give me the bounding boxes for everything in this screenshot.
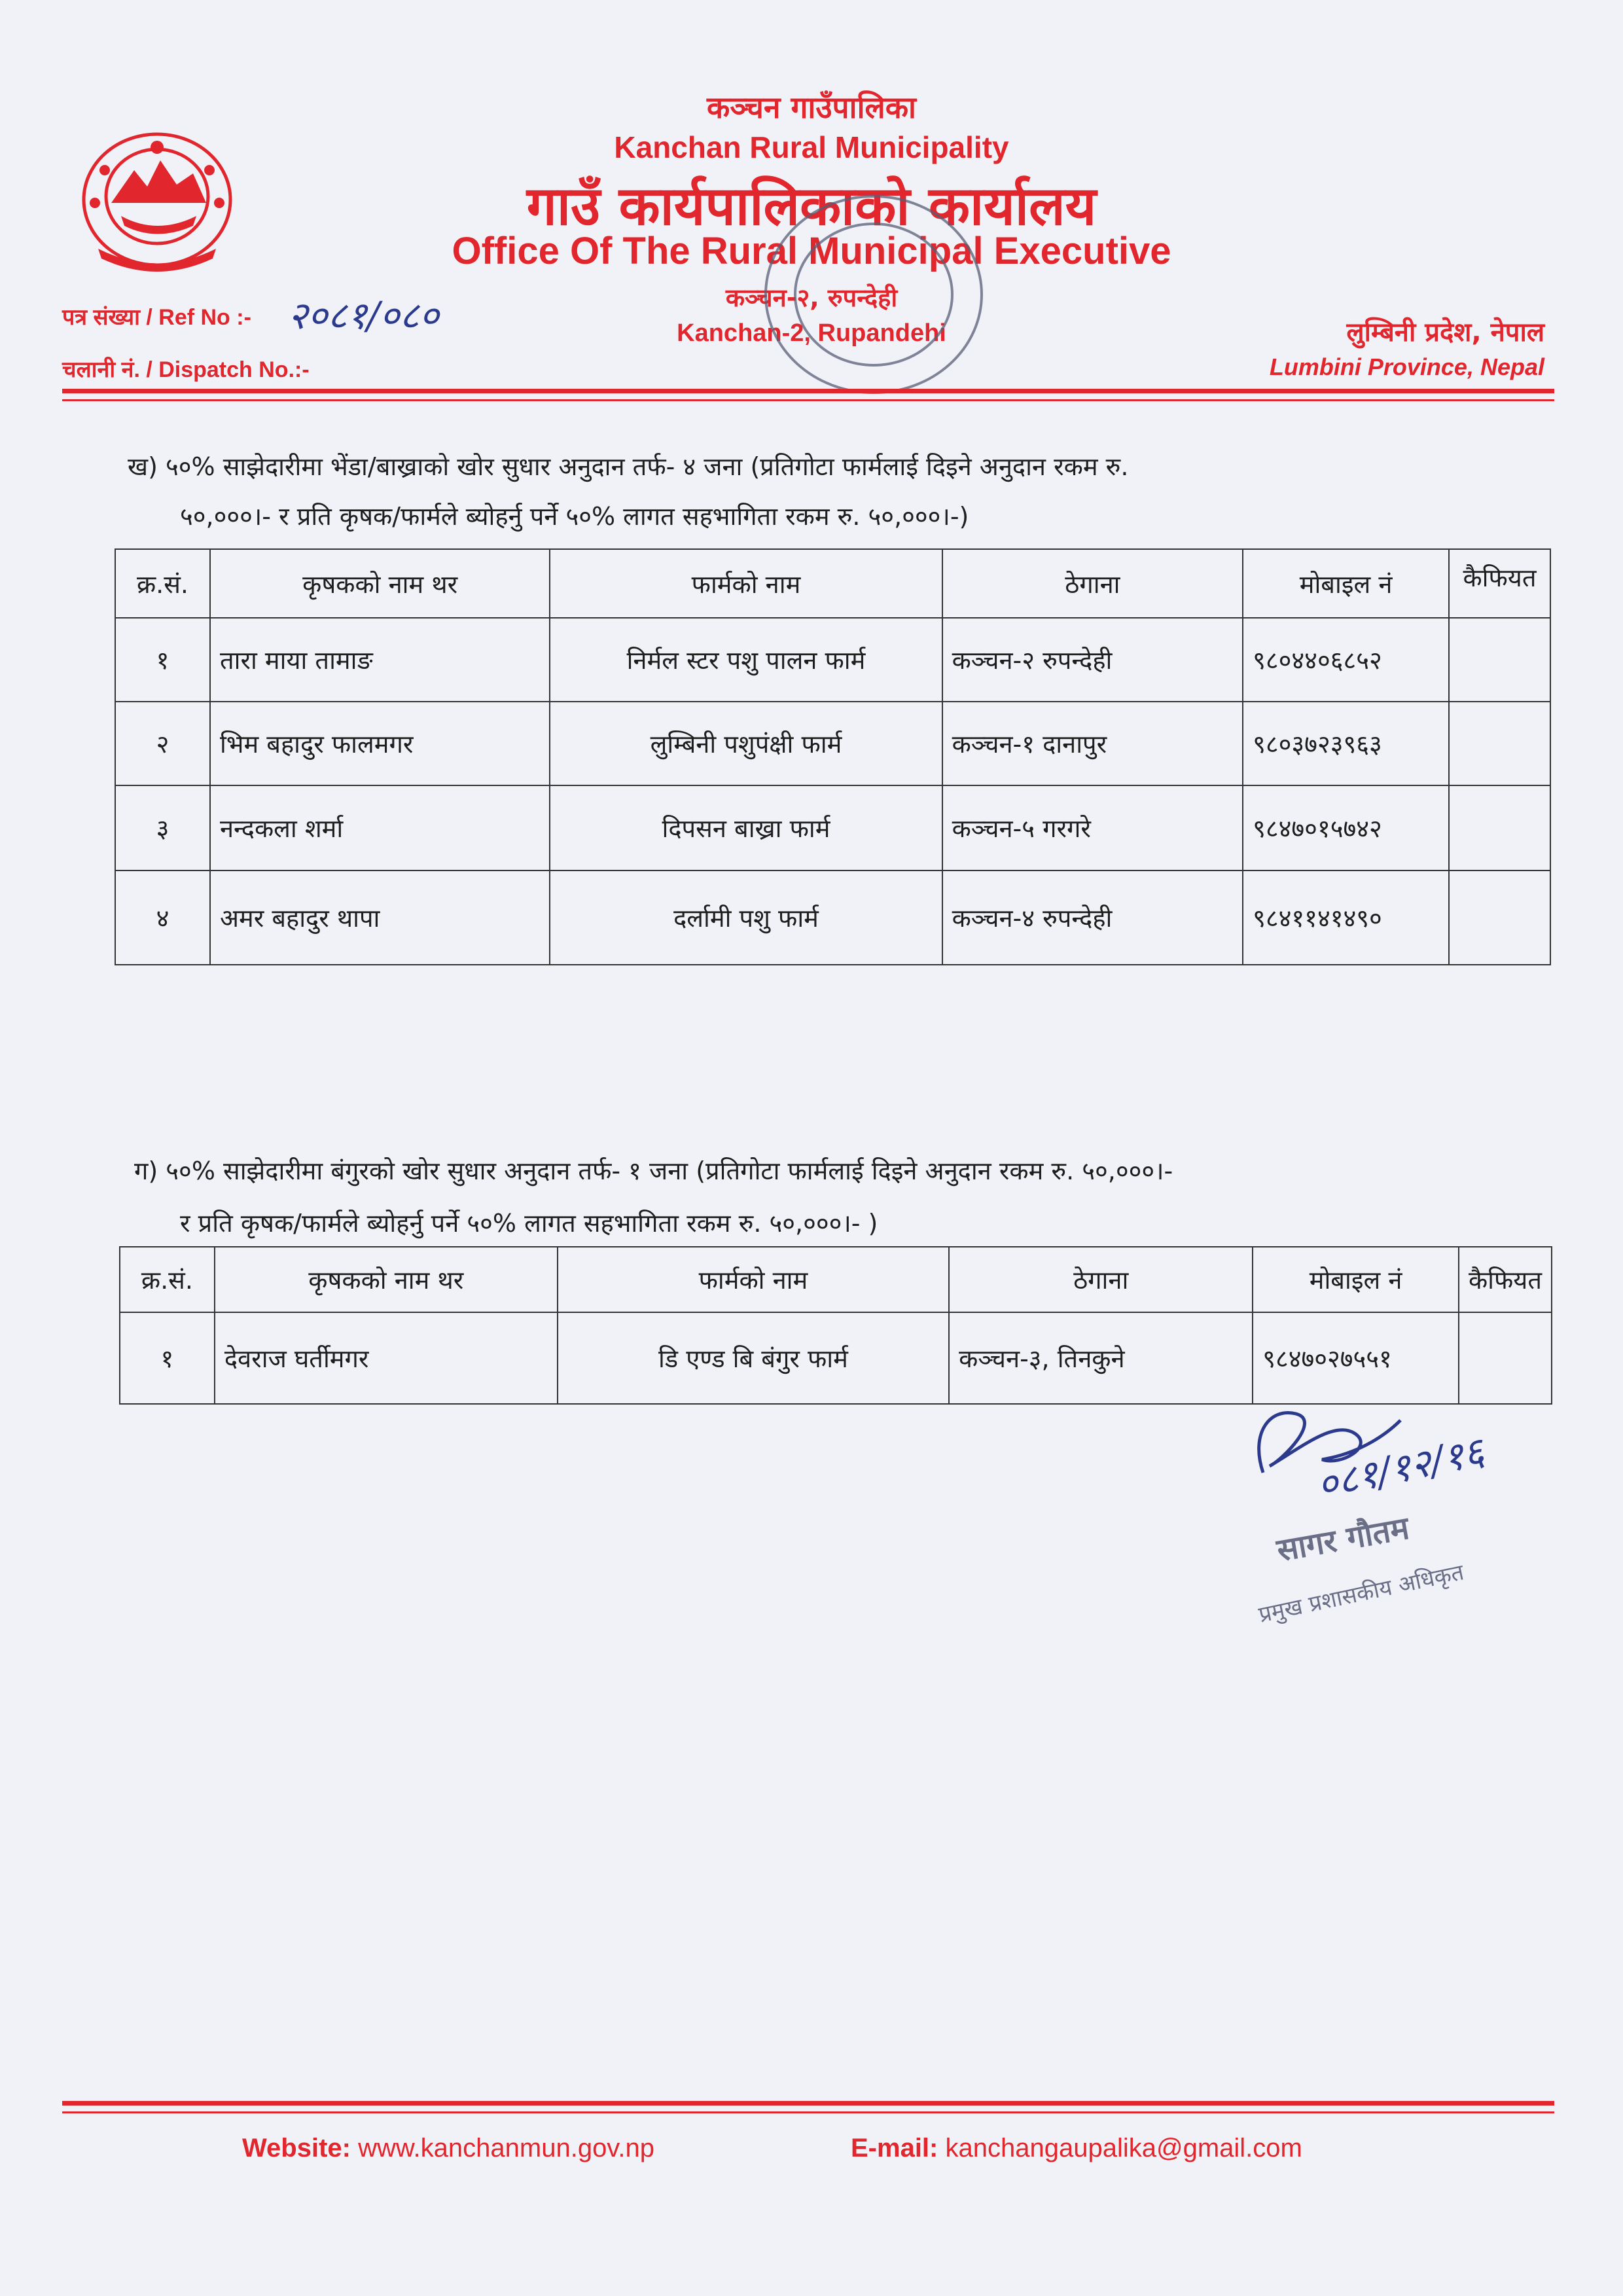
cell-farm-name: डि एण्ड बि बंगुर फार्म	[558, 1312, 950, 1404]
website-label: Website:	[242, 2134, 351, 2162]
col-remarks-header: कैफियत	[1459, 1247, 1552, 1312]
cell-remarks	[1449, 618, 1550, 702]
website-link[interactable]: www.kanchanmun.gov.np	[358, 2134, 654, 2162]
email-block	[851, 2134, 1302, 2163]
website-block	[242, 2134, 654, 2163]
cell-sn: १	[115, 618, 210, 702]
header-rule-thin	[62, 399, 1554, 401]
signature-date: ०८१/१२/१६	[1313, 1428, 1488, 1509]
col-farm-name-header: फार्मको नाम	[558, 1247, 950, 1312]
col-farmer-name-header: कृषकको नाम थर	[210, 549, 550, 618]
footer-rule-thin	[62, 2111, 1554, 2113]
col-sn-header: क्र.सं.	[120, 1247, 215, 1312]
cell-remarks	[1449, 870, 1550, 965]
col-address-header: ठेगाना	[942, 549, 1243, 618]
footer-rule-thick	[62, 2101, 1554, 2106]
cell-farm-name: निर्मल स्टर पशु पालन फार्म	[550, 618, 942, 702]
cell-mobile: ९८०३७२३९६३	[1243, 702, 1449, 785]
office-name-en: Office Of The Rural Municipal Executive	[452, 230, 1171, 272]
cell-sn: ४	[115, 870, 210, 965]
cell-mobile: ९८४७०२७५५१	[1253, 1312, 1459, 1404]
cell-sn: १	[120, 1312, 215, 1404]
cell-sn: २	[115, 702, 210, 785]
cell-remarks	[1449, 785, 1550, 870]
col-mobile-header: मोबाइल नं	[1253, 1247, 1459, 1312]
cell-farmer-name: अमर बहादुर थापा	[210, 870, 550, 965]
col-address-header: ठेगाना	[949, 1247, 1253, 1312]
email-link[interactable]: kanchangaupalika@gmail.com	[945, 2134, 1302, 2162]
ref-value-handwritten: २०८१/०८०	[288, 293, 439, 338]
dispatch-label: चलानी नं. / Dispatch No.:-	[62, 357, 310, 382]
ref-label: पत्र संख्या / Ref No :-	[62, 305, 251, 330]
cell-farm-name: दिपसन बाख्रा फार्म	[550, 785, 942, 870]
table-row	[115, 870, 1550, 965]
cell-farmer-name: तारा माया तामाङ	[210, 618, 550, 702]
municipality-name-np: कञ्चन गाउँपालिका	[707, 90, 916, 125]
cell-farmer-name: भिम बहादुर फालमगर	[210, 702, 550, 785]
col-farmer-name-header: कृषकको नाम थर	[215, 1247, 558, 1312]
section-kha-line2: ५०,०००।- र प्रति कृषक/फार्मले ब्योहर्नु पर्ने ५०% लागत सहभागिता रकम रु. ५०,०००।-)	[180, 502, 969, 531]
signatory-title: प्रमुख प्रशासकीय अधिकृत	[1256, 1559, 1467, 1628]
address-en: Kanchan-2, Rupandehi	[677, 319, 946, 347]
col-remarks-header: कैफियत	[1449, 549, 1550, 618]
cell-farmer-name: नन्दकला शर्मा	[210, 785, 550, 870]
cell-farm-name: लुम्बिनी पशुपंक्षी फार्म	[550, 702, 942, 785]
table-row	[120, 1312, 1552, 1404]
cell-address: कञ्चन-४ रुपन्देही	[942, 870, 1243, 965]
address-np: कञ्चन-२, रुपन्देही	[725, 283, 898, 312]
signatory-name: सागर गौतम	[1274, 1509, 1412, 1570]
office-name-np: गाउँ कार्यपालिकाको कार्यालय	[526, 175, 1097, 238]
table-row	[115, 785, 1550, 870]
cell-address: कञ्चन-२ रुपन्देही	[942, 618, 1243, 702]
cell-remarks	[1459, 1312, 1552, 1404]
table-header-row	[115, 549, 1550, 618]
municipality-name-en: Kanchan Rural Municipality	[614, 130, 1009, 164]
section-ga-line1: ग) ५०% साझेदारीमा बंगुरको खोर सुधार अनुदान तर्फ- १ जना (प्रतिगोटा फार्मलाई दिइने अनुदान रकम रु. ५०,०००।-	[134, 1157, 1173, 1185]
table-row	[115, 618, 1550, 702]
cell-address: कञ्चन-३, तिनकुने	[949, 1312, 1253, 1404]
table-header-row	[120, 1247, 1552, 1312]
email-label: E-mail:	[851, 2134, 938, 2162]
cell-mobile: ९८४११४१४९०	[1243, 870, 1449, 965]
cell-remarks	[1449, 702, 1550, 785]
header-rule-thick	[62, 389, 1554, 393]
province-np: लुम्बिनी प्रदेश, नेपाल	[1346, 317, 1544, 348]
table-row	[115, 702, 1550, 785]
cell-address: कञ्चन-५ गरगरे	[942, 785, 1243, 870]
cell-mobile: ९८०४४०६८५२	[1243, 618, 1449, 702]
cell-address: कञ्चन-१ दानापुर	[942, 702, 1243, 785]
table-kha	[115, 548, 1551, 965]
cell-mobile: ९८४७०१५७४२	[1243, 785, 1449, 870]
section-ga-line2: र प्रति कृषक/फार्मले ब्योहर्नु पर्ने ५०% लागत सहभागिता रकम रु. ५०,०००।- )	[180, 1209, 878, 1238]
cell-sn: ३	[115, 785, 210, 870]
cell-farm-name: दर्लामी पशु फार्म	[550, 870, 942, 965]
col-farm-name-header: फार्मको नाम	[550, 549, 942, 618]
table-ga	[119, 1246, 1552, 1405]
section-kha-line1: ख) ५०% साझेदारीमा भेंडा/बाख्राको खोर सुधार अनुदान तर्फ- ४ जना (प्रतिगोटा फार्मलाई दिइने अनुदान रकम रु.	[128, 452, 1129, 481]
cell-farmer-name: देवराज घर्तीमगर	[215, 1312, 558, 1404]
col-mobile-header: मोबाइल नं	[1243, 549, 1449, 618]
office-stamp-icon	[733, 164, 1014, 425]
col-sn-header: क्र.सं.	[115, 549, 210, 618]
province-en: Lumbini Province, Nepal	[1269, 353, 1544, 380]
